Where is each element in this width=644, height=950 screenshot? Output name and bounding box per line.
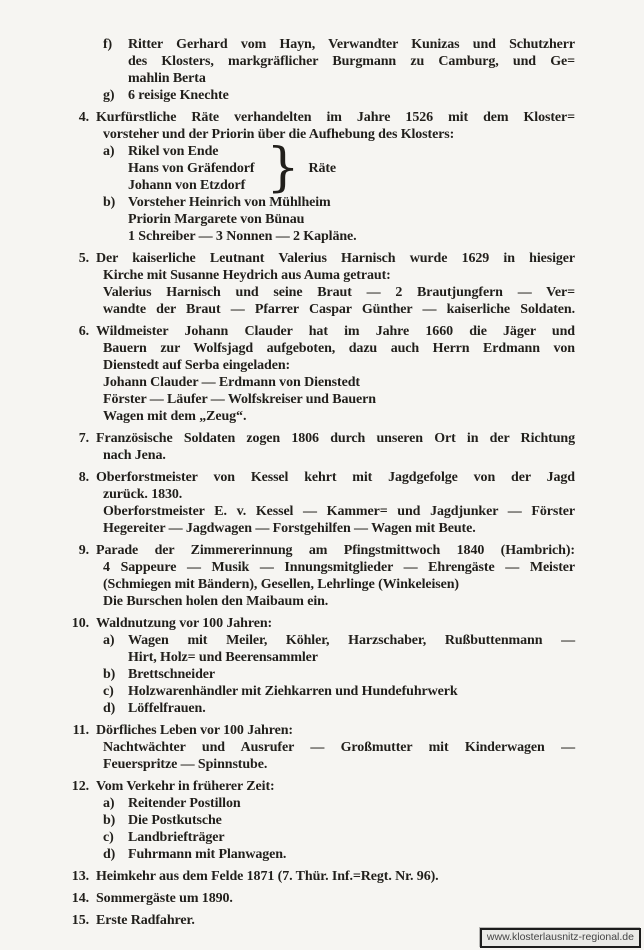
line-text: Reitender Postillon — [128, 796, 241, 811]
line-number: 4. — [78, 110, 89, 125]
line-text: Vorsteher Heinrich von Mühlheim — [128, 195, 331, 210]
text-line — [0, 87, 575, 104]
line-text: Landbriefträger — [128, 830, 225, 845]
line-number: 7. — [78, 431, 89, 446]
text-line — [0, 576, 575, 593]
line-text: 4 Sappeure — Musik — Innungsmitglieder — Ehrengäste — Meister — [103, 560, 575, 575]
line-text: Wildmeister Johann Clauder hat im Jahre 1660 die Jäger und — [96, 324, 575, 339]
brace-group-label: Räte — [308, 161, 337, 176]
line-label: b) — [103, 195, 116, 210]
text-line — [0, 615, 575, 632]
line-text: Dörfliches Leben vor 100 Jahren: — [96, 723, 293, 738]
text-line — [0, 250, 575, 267]
line-label: b) — [103, 813, 116, 828]
brace-name: Rikel von Ende — [128, 144, 219, 159]
text-line — [0, 778, 575, 795]
text-line — [0, 683, 575, 700]
watermark-badge — [480, 928, 641, 948]
line-label: g) — [103, 88, 115, 103]
line-text: (Schmiegen mit Bändern), Gesellen, Lehrlinge (Winkeleisen) — [103, 577, 459, 592]
line-text: Parade der Zimmererinnung am Pfingstmittwoch 1840 (Hambrich): — [96, 543, 575, 558]
text-line — [0, 267, 575, 284]
text-line — [0, 109, 575, 126]
line-text: Feuerspritze — Spinnstube. — [103, 757, 268, 772]
line-number: 5. — [78, 251, 89, 266]
line-text: Der kaiserliche Leutnant Valerius Harnisch wurde 1629 in hiesiger — [96, 251, 575, 266]
text-line — [0, 666, 575, 683]
text-line — [0, 430, 575, 447]
line-text: Löffelfrauen. — [128, 701, 206, 716]
text-line — [0, 323, 575, 340]
text-line — [0, 469, 575, 486]
line-label: b) — [103, 667, 116, 682]
text-line — [0, 301, 575, 318]
text-line — [0, 846, 575, 863]
line-text: Brettschneider — [128, 667, 215, 682]
brace-name: Johann von Etzdorf — [128, 178, 246, 193]
line-text: Französische Soldaten zogen 1806 durch unseren Ort in der Richtung — [96, 431, 575, 446]
line-number: 6. — [78, 324, 89, 339]
line-text: Förster — Läufer — Wolfskreiser und Bauern — [103, 392, 376, 407]
line-number: 14. — [71, 891, 89, 906]
line-text: Wagen mit Meiler, Köhler, Harzschaber, Rußbuttenmann — — [128, 633, 575, 648]
line-text: Fuhrmann mit Planwagen. — [128, 847, 287, 862]
line-text: Oberforstmeister E. v. Kessel — Kammer= und Jagdjunker — Förster — [103, 504, 575, 519]
line-text: Dienstedt auf Serba eingeladen: — [103, 358, 291, 373]
text-line — [0, 374, 575, 391]
line-text: des Klosters, markgräflicher Burgmann zu Camburg, und Ge= — [128, 54, 575, 69]
line-text: Vom Verkehr in früherer Zeit: — [96, 779, 275, 794]
watermark-text: www.klosterlausnitz-regional.de — [486, 931, 634, 943]
line-number: 13. — [71, 869, 89, 884]
grouping-brace: } — [266, 138, 300, 198]
line-text: Ritter Gerhard vom Hayn, Verwandter Kunizas und Schutzherr — [128, 37, 575, 52]
line-label: c) — [103, 684, 114, 699]
line-text: wandte der Braut — Pfarrer Caspar Günther — kaiserliche Soldaten. — [103, 302, 575, 317]
line-text: Priorin Margarete von Bünau — [128, 212, 305, 227]
line-text: zurück. 1830. — [103, 487, 183, 502]
line-number: 11. — [72, 723, 89, 738]
text-line — [0, 340, 575, 357]
text-line — [0, 70, 575, 87]
line-label: a) — [103, 633, 115, 648]
text-line — [0, 138, 575, 198]
line-text: Die Postkutsche — [128, 813, 222, 828]
text-line — [0, 53, 575, 70]
text-line — [0, 649, 575, 666]
text-line — [0, 194, 575, 211]
line-text: Sommergäste um 1890. — [96, 891, 233, 906]
line-text: Waldnutzung vor 100 Jahren: — [96, 616, 273, 631]
line-text: Erste Radfahrer. — [96, 913, 195, 928]
line-number: 15. — [71, 913, 89, 928]
text-line — [0, 593, 575, 610]
text-line — [0, 408, 575, 425]
text-line — [0, 868, 575, 885]
text-line — [0, 228, 575, 245]
text-line — [0, 756, 575, 773]
text-line — [0, 890, 575, 907]
line-number: 8. — [78, 470, 89, 485]
line-number: 10. — [71, 616, 89, 631]
line-text: Hegereiter — Jagdwagen — Forstgehilfen — Wagen mit Beute. — [103, 521, 476, 536]
line-text: mahlin Berta — [128, 71, 206, 86]
line-label: a) — [103, 796, 115, 811]
line-text: Holzwarenhändler mit Ziehkarren und Hundefuhrwerk — [128, 684, 458, 699]
line-text: Bauern zur Wolfsjagd aufgeboten, dazu auch Herrn Erdmann von — [103, 341, 575, 356]
line-label: f) — [103, 37, 113, 52]
line-label: a) — [103, 144, 115, 159]
line-text: Johann Clauder — Erdmann von Dienstedt — [103, 375, 360, 390]
text-line — [0, 391, 575, 408]
brace-name-list — [128, 143, 254, 194]
line-text: vorsteher und der Priorin über die Aufhebung des Klosters: — [103, 127, 455, 142]
text-line — [0, 503, 575, 520]
line-text: 1 Schreiber — 3 Nonnen — 2 Kapläne. — [128, 229, 357, 244]
line-text: Oberforstmeister von Kessel kehrt mit Jagdgefolge von der Jagd — [96, 470, 575, 485]
text-line — [0, 284, 575, 301]
text-line — [0, 912, 575, 929]
text-line — [0, 739, 575, 756]
line-label: c) — [103, 830, 114, 845]
text-line — [0, 722, 575, 739]
line-text: Valerius Harnisch und seine Braut — 2 Brautjungfern — Ver= — [103, 285, 575, 300]
line-text: 6 reisige Knechte — [128, 88, 229, 103]
line-text: Heimkehr aus dem Felde 1871 (7. Thür. Inf.=Regt. Nr. 96). — [96, 869, 439, 884]
text-line — [0, 812, 575, 829]
line-label: d) — [103, 701, 116, 716]
line-text: nach Jena. — [103, 448, 166, 463]
line-number: 12. — [71, 779, 89, 794]
line-text: Kurfürstliche Räte verhandelten im Jahre 1526 mit dem Kloster= — [96, 110, 575, 125]
line-text: Wagen mit dem „Zeug“. — [103, 409, 247, 424]
line-number: 9. — [78, 543, 89, 558]
text-line — [0, 486, 575, 503]
line-label: d) — [103, 847, 116, 862]
text-line — [0, 829, 575, 846]
line-text: Die Burschen holen den Maibaum ein. — [103, 594, 329, 609]
text-line — [0, 211, 575, 228]
text-line — [0, 36, 575, 53]
text-line — [0, 700, 575, 717]
text-line — [0, 632, 575, 649]
brace-name: Hans von Gräfendorf — [128, 161, 255, 176]
text-line — [0, 447, 575, 464]
line-text: Hirt, Holz= und Beerensammler — [128, 650, 318, 665]
text-line — [0, 795, 575, 812]
line-text: Nachtwächter und Ausrufer — Großmutter mit Kinderwagen — — [103, 740, 575, 755]
line-text: Kirche mit Susanne Heydrich aus Auma getraut: — [103, 268, 391, 283]
text-line — [0, 520, 575, 537]
text-line — [0, 559, 575, 576]
brace-group — [128, 138, 337, 198]
text-line — [0, 542, 575, 559]
text-line — [0, 357, 575, 374]
